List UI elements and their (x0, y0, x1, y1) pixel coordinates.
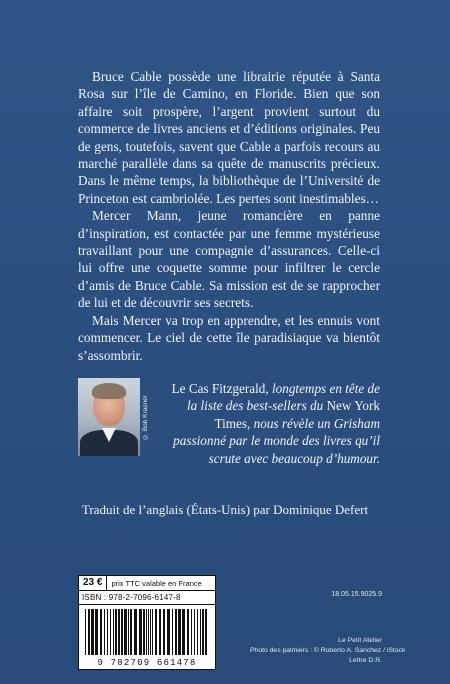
barcode-bar (172, 609, 173, 655)
credit-photo: Photo des palmiers : © Roberto A. Sanchez / iStock (250, 647, 406, 654)
barcode-bar (128, 609, 129, 655)
author-section (78, 378, 380, 466)
author-blurb (160, 380, 380, 467)
author-blurb-title: Le Cas Fitzgerald, (171, 381, 272, 396)
isbn: ISBN : 978-2-7096-6147-8 (79, 591, 215, 605)
synopsis-paragraph-3: Mais Mercer va trop en apprendre, et les ennuis vont commencer. Le ciel de cette île paradisiaque va bientôt s’assombrir. (78, 312, 380, 363)
barcode-bar (130, 609, 132, 655)
barcode-bar (146, 609, 147, 655)
barcode-bar (95, 609, 98, 655)
synopsis-text (78, 68, 380, 364)
barcode-bar (100, 609, 102, 655)
price-isbn-box (78, 575, 216, 670)
author-blurb-part-d: , nous révèle un Grisham passionné par le monde des livres qu’il scrute avec beaucoup d’humour. (173, 415, 380, 466)
barcode-bar (85, 609, 86, 655)
barcode-bar (115, 609, 117, 655)
barcode-bar (182, 609, 185, 655)
barcode-bar (150, 609, 151, 655)
barcode-bars (85, 609, 209, 657)
barcode-bar (159, 609, 161, 655)
barcode-digits: 9 782709 661478 (97, 658, 197, 668)
barcode-bar (178, 609, 181, 655)
photo-credit: © Bob Krasner (142, 395, 149, 441)
barcode-bar (163, 609, 165, 655)
barcode-bar (118, 609, 120, 655)
barcode-bar (88, 609, 90, 655)
barcode-bar (152, 609, 153, 655)
barcode-bar (202, 609, 204, 655)
barcode-bar (104, 609, 105, 655)
barcode (79, 605, 215, 669)
credit-letter: Lettre D.R. (349, 657, 382, 664)
price: 23 € (79, 576, 107, 590)
barcode-bar (110, 609, 111, 655)
design-credits (250, 636, 406, 666)
synopsis-paragraph-2: Mercer Mann, jeune romancière en panne d’inspiration, est contactée par une femme mystérieuse travaillant pour une compagnie d’assurances. Celle-ci lui offre une coquette somme pour infiltrer le cercle d’amis de Bruce Cable. Sa mission est de se rapprocher de lui et de découvrir ses secrets. (78, 208, 380, 311)
barcode-bar (139, 609, 142, 655)
barcode-bar (200, 609, 201, 655)
barcode-bar (91, 609, 94, 655)
barcode-bar (148, 609, 149, 655)
barcode-bar (143, 609, 145, 655)
barcode-bar (107, 609, 108, 655)
print-code: 18.05.15.9025.9 (331, 591, 382, 598)
synopsis-paragraph-1: Bruce Cable possède une librairie réputée à Santa Rosa sur l’île de Camino, en Floride. Bien que son affaire soit prospère, l’argent provient surtout du commerce de livres anciens et d’éditions originales. Peu de gens, toutefois, savent que Cable a parfois recours au marché parallèle dans sa quête de manuscrits précieux. Dans le même temps, la bibliothèque de l’Université de Princeton est cambriolée. Les pertes sont inestimables… (78, 69, 380, 206)
barcode-bar (205, 609, 207, 655)
barcode-bar (194, 609, 195, 655)
price-note: prix TTC valable en France (111, 578, 202, 588)
barcode-bar (197, 609, 198, 655)
barcode-bar (155, 609, 157, 655)
barcode-bar (121, 609, 123, 655)
barcode-bar (187, 609, 189, 655)
barcode-bar (167, 609, 170, 655)
author-blurb-part-b: longtemps en tête de la liste des best-sellers du (186, 381, 380, 414)
barcode-bar (124, 609, 127, 655)
credit-designer: Le Petit Atelier (338, 637, 382, 644)
barcode-bar (113, 609, 114, 655)
translator-credit: Traduit de l’anglais (États-Unis) par Dominique Defert (81, 502, 369, 517)
author-photo (78, 378, 140, 456)
author-blurb-newspaper: New York Times (214, 398, 380, 431)
barcode-bar (175, 609, 177, 655)
barcode-bar (191, 609, 192, 655)
barcode-bar (134, 609, 137, 655)
